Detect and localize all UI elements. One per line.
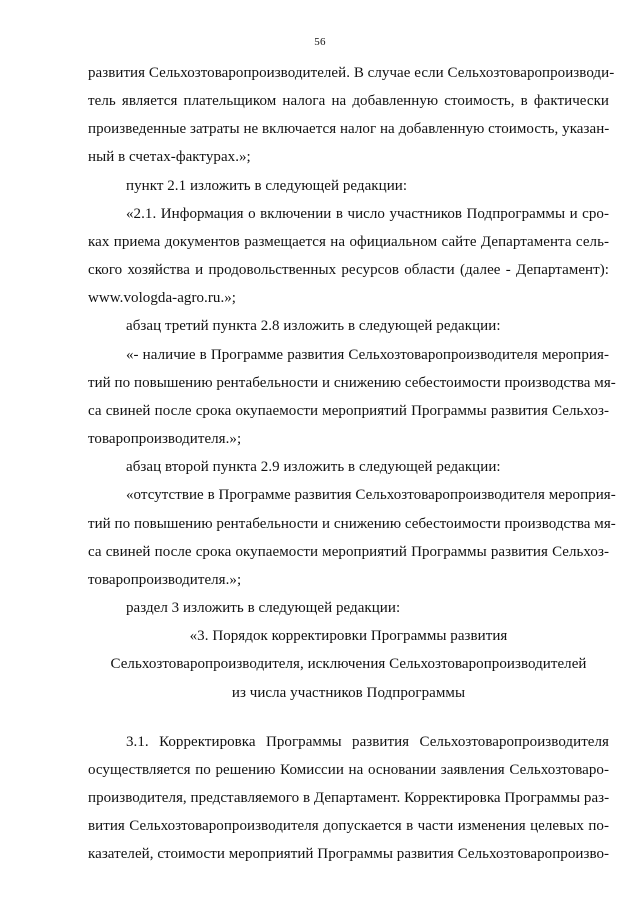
text-line: абзац второй пункта 2.9 изложить в следующей редакции: <box>126 459 501 475</box>
text-line: пункт 2.1 изложить в следующей редакции: <box>126 178 408 194</box>
text-line: произведенные затраты не включается налог на добавленную стоимость, указан- <box>88 121 610 137</box>
text-line: ках приема документов размещается на официальном сайте Департамента сель- <box>88 234 609 250</box>
text-line: «отсутствие в Программе развития Сельхозтоваропроизводителя мероприя- <box>126 487 616 503</box>
text-line: товаропроизводителя.»; <box>88 572 242 588</box>
text-line: «2.1. Информация о включении в число участников Подпрограммы и сро- <box>126 206 609 222</box>
text-line: вития Сельхозтоваропроизводителя допускается в части изменения целевых по- <box>88 818 609 834</box>
page-number: 56 <box>314 36 326 48</box>
text-line: ского хозяйства и продовольственных ресурсов области (далее - Департамент): <box>88 262 609 278</box>
text-line: тель является плательщиком налога на добавленную стоимость, в фактически <box>88 93 609 109</box>
section-heading-line: Сельхозтоваропроизводителя, исключения Сельхозтоваропроизводителей <box>110 656 587 672</box>
text-line: абзац третий пункта 2.8 изложить в следующей редакции: <box>126 318 501 334</box>
section-heading-line: из числа участников Подпрограммы <box>231 685 466 701</box>
text-line: товаропроизводителя.»; <box>88 431 242 447</box>
text-line: тий по повышению рентабельности и снижению себестоимости производства мя- <box>88 375 616 391</box>
text-line: са свиней после срока окупаемости мероприятий Программы развития Сельхоз- <box>88 544 609 560</box>
text-line: тий по повышению рентабельности и снижению себестоимости производства мя- <box>88 516 616 532</box>
text-line: казателей, стоимости мероприятий Программы развития Сельхозтоваропроизво- <box>88 846 610 862</box>
text-line: развития Сельхозтоваропроизводителей. В случае если Сельхозтоваропроизводи- <box>88 65 615 81</box>
text-line: 3.1. Корректировка Программы развития Сельхозтоваропроизводителя <box>126 734 609 750</box>
text-line: раздел 3 изложить в следующей редакции: <box>126 600 401 616</box>
text-line: осуществляется по решению Комиссии на основании заявления Сельхозтоваро- <box>88 762 609 778</box>
text-line: са свиней после срока окупаемости мероприятий Программы развития Сельхоз- <box>88 403 609 419</box>
text-line: «- наличие в Программе развития Сельхозтоваропроизводителя мероприя- <box>126 347 609 363</box>
text-line: www.vologda-agro.ru.»; <box>88 290 237 306</box>
text-line: производителя, представляемого в Департамент. Корректировка Программы раз- <box>88 790 610 806</box>
text-line: ный в счетах-фактурах.»; <box>88 149 251 165</box>
section-heading-line: «3. Порядок корректировки Программы развития <box>189 628 508 644</box>
